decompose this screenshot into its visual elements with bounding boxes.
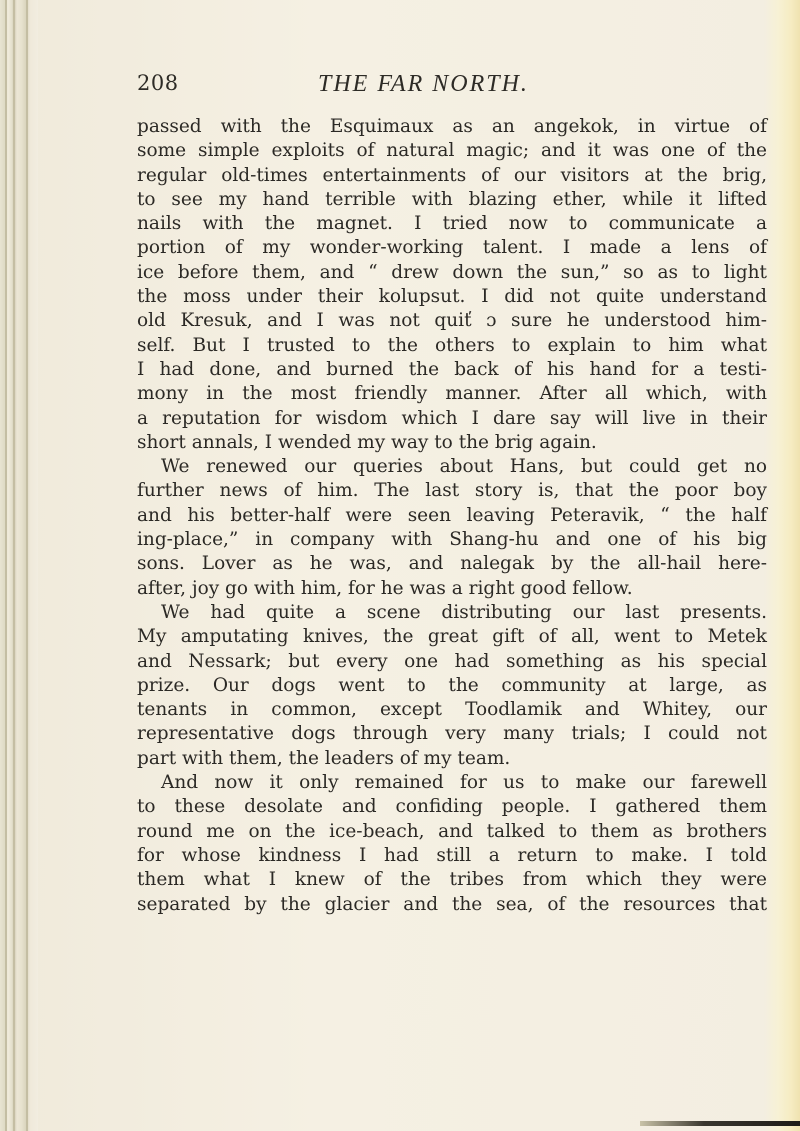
text-line: and his better-half were seen leaving Peteravik, “ the half — [137, 504, 767, 526]
text-line: some simple exploits of natural magic; and it was one of the — [137, 140, 767, 162]
text-line: them what I knew of the tribes from which they were — [137, 869, 767, 891]
text-line: and Nessark; but every one had something as his special — [137, 650, 767, 672]
running-head: THE FAR NORTH. — [318, 71, 529, 97]
text-line: separated by the glacier and the sea, of the resources that — [137, 893, 767, 915]
text-line: And now it only remained for us to make our farewell — [161, 772, 767, 794]
text-line: tenants in common, except Toodlamik and Whitey, our — [137, 699, 767, 721]
text-line: to these desolate and confiding people. I gathered them — [137, 796, 767, 818]
text-line: We renewed our queries about Hans, but could get no — [161, 456, 767, 478]
text-line: mony in the most friendly manner. After all which, with — [137, 383, 767, 405]
text-line: a reputation for wisdom which I dare say will live in their — [137, 407, 767, 429]
page-binding-edge — [0, 0, 38, 1131]
text-line: to see my hand terrible with blazing ether, while it lifted — [137, 188, 767, 210]
text-line: passed with the Esquimaux as an angekok, in virtue of — [137, 116, 767, 137]
binding-line — [5, 0, 7, 1131]
body-text — [137, 115, 767, 917]
text-line: short annals, I wended my way to the brig again. — [137, 431, 597, 453]
page-right-edge — [764, 0, 800, 1131]
text-line: further news of him. The last story is, that the poor boy — [137, 480, 767, 502]
text-line: ice before them, and “ drew down the sun,” so as to light — [137, 261, 767, 283]
text-line: round me on the ice-beach, and talked to them as brothers — [137, 820, 767, 842]
text-line: part with them, the leaders of my team. — [137, 747, 511, 769]
text-line: prize. Our dogs went to the community at large, as — [137, 674, 767, 696]
text-line: for whose kindness I had still a return to make. I told — [137, 844, 767, 866]
binding-line — [26, 0, 28, 1131]
binding-line — [13, 0, 15, 1131]
text-line: representative dogs through very many trials; I could not — [137, 723, 767, 745]
text-line: I had done, and burned the back of his hand for a testi- — [137, 358, 767, 380]
text-line: nails with the magnet. I tried now to communicate a — [137, 213, 767, 235]
page-header — [0, 71, 800, 101]
text-line: self. But I trusted to the others to explain to him what — [137, 334, 767, 356]
text-line: old Kresuk, and I was not quiť ɔ sure he understood him- — [137, 310, 767, 332]
text-line: My amputating knives, the great gift of all, went to Metek — [137, 626, 767, 648]
text-line: regular old-times entertainments of our visitors at the brig, — [137, 164, 767, 186]
text-line: ing-place,” in company with Shang-hu and one of his big — [137, 529, 767, 551]
page-bottom-edge — [640, 1121, 800, 1126]
text-line: sons. Lover as he was, and nalegak by the all-hail here- — [137, 553, 767, 575]
text-line: after, joy go with him, for he was a right good fellow. — [137, 577, 633, 599]
page-number: 208 — [137, 71, 179, 95]
text-line: We had quite a scene distributing our last presents. — [161, 601, 767, 623]
text-line: the moss under their kolupsut. I did not quite understand — [137, 286, 767, 308]
text-line: portion of my wonder-working talent. I made a lens of — [137, 237, 767, 259]
